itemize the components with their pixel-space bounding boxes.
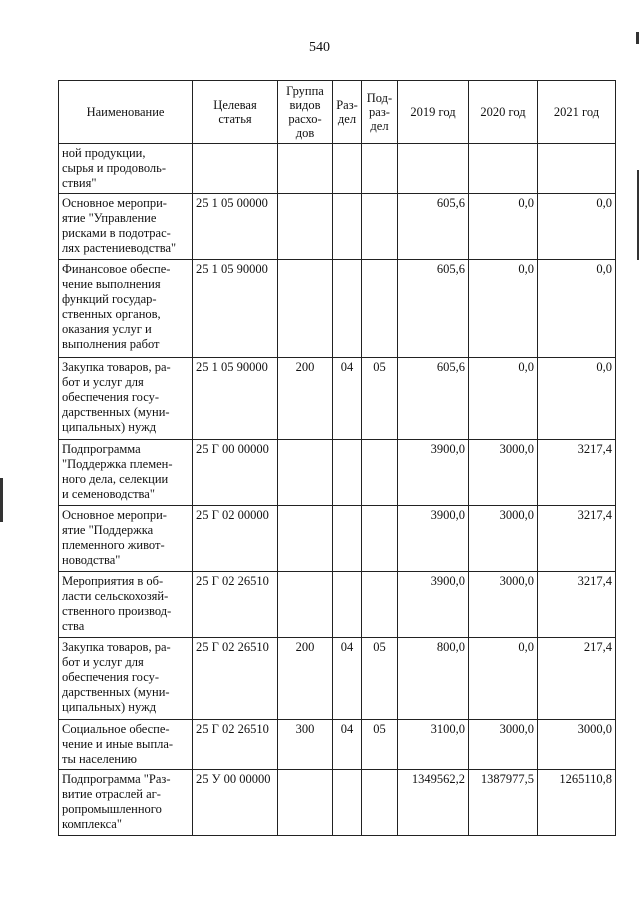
cell-target: 25 Г 02 00000 bbox=[193, 506, 278, 572]
cell-section: 04 bbox=[333, 720, 362, 770]
cell-y2021: 3217,4 bbox=[538, 572, 616, 638]
cell-target: 25 Г 02 26510 bbox=[193, 638, 278, 720]
cell-y2020: 0,0 bbox=[469, 358, 538, 440]
table-body bbox=[59, 144, 616, 836]
cell-y2021: 1265110,8 bbox=[538, 770, 616, 836]
table-row bbox=[59, 720, 616, 770]
cell-group: 300 bbox=[278, 720, 333, 770]
table-row bbox=[59, 572, 616, 638]
cell-section bbox=[333, 506, 362, 572]
cell-y2020: 3000,0 bbox=[469, 506, 538, 572]
table-row bbox=[59, 638, 616, 720]
cell-section bbox=[333, 194, 362, 260]
cell-subsection: 05 bbox=[362, 358, 398, 440]
cell-y2020: 3000,0 bbox=[469, 440, 538, 506]
cell-subsection: 05 bbox=[362, 720, 398, 770]
header-section: Раз- дел bbox=[333, 81, 362, 144]
header-2019: 2019 год bbox=[398, 81, 469, 144]
cell-y2021: 3217,4 bbox=[538, 440, 616, 506]
cell-y2021: 0,0 bbox=[538, 194, 616, 260]
header-row bbox=[59, 81, 616, 144]
budget-table bbox=[58, 80, 616, 836]
scan-edge-mark bbox=[0, 478, 3, 522]
cell-y2019: 3900,0 bbox=[398, 440, 469, 506]
cell-name: Основное меропри- ятие "Управление рисками в подотрас- лях растениеводства" bbox=[59, 194, 193, 260]
cell-section bbox=[333, 260, 362, 358]
cell-target: 25 Г 02 26510 bbox=[193, 572, 278, 638]
cell-subsection bbox=[362, 194, 398, 260]
cell-name: Основное меропри- ятие "Поддержка племенного живот- новодства" bbox=[59, 506, 193, 572]
cell-target: 25 1 05 90000 bbox=[193, 260, 278, 358]
header-name: Наименование bbox=[59, 81, 193, 144]
cell-y2019: 605,6 bbox=[398, 358, 469, 440]
cell-y2019: 3900,0 bbox=[398, 506, 469, 572]
cell-subsection bbox=[362, 770, 398, 836]
cell-subsection bbox=[362, 572, 398, 638]
cell-subsection bbox=[362, 144, 398, 194]
header-2021: 2021 год bbox=[538, 81, 616, 144]
cell-y2020: 0,0 bbox=[469, 194, 538, 260]
cell-name: Социальное обеспе- чение и иные выпла- ты населению bbox=[59, 720, 193, 770]
cell-y2021: 0,0 bbox=[538, 260, 616, 358]
cell-y2019: 3100,0 bbox=[398, 720, 469, 770]
header-group: Группа видов расхо- дов bbox=[278, 81, 333, 144]
cell-group: 200 bbox=[278, 638, 333, 720]
cell-group bbox=[278, 194, 333, 260]
cell-y2020: 3000,0 bbox=[469, 572, 538, 638]
cell-y2021: 3217,4 bbox=[538, 506, 616, 572]
cell-y2021 bbox=[538, 144, 616, 194]
cell-y2019: 605,6 bbox=[398, 260, 469, 358]
cell-name: Подпрограмма "Раз- витие отраслей аг- ропромышленного комплекса" bbox=[59, 770, 193, 836]
cell-section: 04 bbox=[333, 358, 362, 440]
cell-target: 25 У 00 00000 bbox=[193, 770, 278, 836]
table-row bbox=[59, 358, 616, 440]
cell-y2020: 0,0 bbox=[469, 260, 538, 358]
cell-group bbox=[278, 440, 333, 506]
cell-subsection bbox=[362, 506, 398, 572]
cell-y2019: 800,0 bbox=[398, 638, 469, 720]
cell-y2021: 217,4 bbox=[538, 638, 616, 720]
cell-group bbox=[278, 260, 333, 358]
table-row bbox=[59, 506, 616, 572]
cell-section bbox=[333, 572, 362, 638]
page-number: 540 bbox=[309, 40, 330, 55]
cell-y2020: 0,0 bbox=[469, 638, 538, 720]
cell-group bbox=[278, 506, 333, 572]
table-row bbox=[59, 260, 616, 358]
cell-group bbox=[278, 572, 333, 638]
cell-y2021: 3000,0 bbox=[538, 720, 616, 770]
cell-y2021: 0,0 bbox=[538, 358, 616, 440]
cell-group: 200 bbox=[278, 358, 333, 440]
cell-target: 25 Г 00 00000 bbox=[193, 440, 278, 506]
cell-section bbox=[333, 440, 362, 506]
cell-y2019 bbox=[398, 144, 469, 194]
cell-y2019: 605,6 bbox=[398, 194, 469, 260]
header-target: Целевая статья bbox=[193, 81, 278, 144]
cell-y2019: 1349562,2 bbox=[398, 770, 469, 836]
cell-y2019: 3900,0 bbox=[398, 572, 469, 638]
cell-subsection bbox=[362, 260, 398, 358]
table-row bbox=[59, 194, 616, 260]
cell-group bbox=[278, 770, 333, 836]
cell-target: 25 Г 02 26510 bbox=[193, 720, 278, 770]
cell-name: ной продукции, сырья и продоволь- ствия" bbox=[59, 144, 193, 194]
cell-name: Закупка товаров, ра- бот и услуг для обеспечения госу- дарственных (муни- ципальных) нужд bbox=[59, 638, 193, 720]
cell-group bbox=[278, 144, 333, 194]
cell-section: 04 bbox=[333, 638, 362, 720]
cell-subsection bbox=[362, 440, 398, 506]
cell-y2020 bbox=[469, 144, 538, 194]
cell-name: Мероприятия в об- ласти сельскохозяй- ственного производ- ства bbox=[59, 572, 193, 638]
table-row bbox=[59, 144, 616, 194]
table-row bbox=[59, 770, 616, 836]
header-subsection: Под- раз- дел bbox=[362, 81, 398, 144]
cell-name: Закупка товаров, ра- бот и услуг для обеспечения госу- дарственных (муни- ципальных) нужд bbox=[59, 358, 193, 440]
cell-section bbox=[333, 770, 362, 836]
table-row bbox=[59, 440, 616, 506]
cell-subsection: 05 bbox=[362, 638, 398, 720]
cell-name: Финансовое обеспе- чение выполнения функций государ- ственных органов, оказания услуг и выполнения работ bbox=[59, 260, 193, 358]
cell-name: Подпрограмма "Поддержка племен- ного дела, селекции и семеноводства" bbox=[59, 440, 193, 506]
cell-target: 25 1 05 00000 bbox=[193, 194, 278, 260]
cell-target: 25 1 05 90000 bbox=[193, 358, 278, 440]
cell-y2020: 1387977,5 bbox=[469, 770, 538, 836]
cell-y2020: 3000,0 bbox=[469, 720, 538, 770]
cell-section bbox=[333, 144, 362, 194]
header-2020: 2020 год bbox=[469, 81, 538, 144]
cell-target bbox=[193, 144, 278, 194]
